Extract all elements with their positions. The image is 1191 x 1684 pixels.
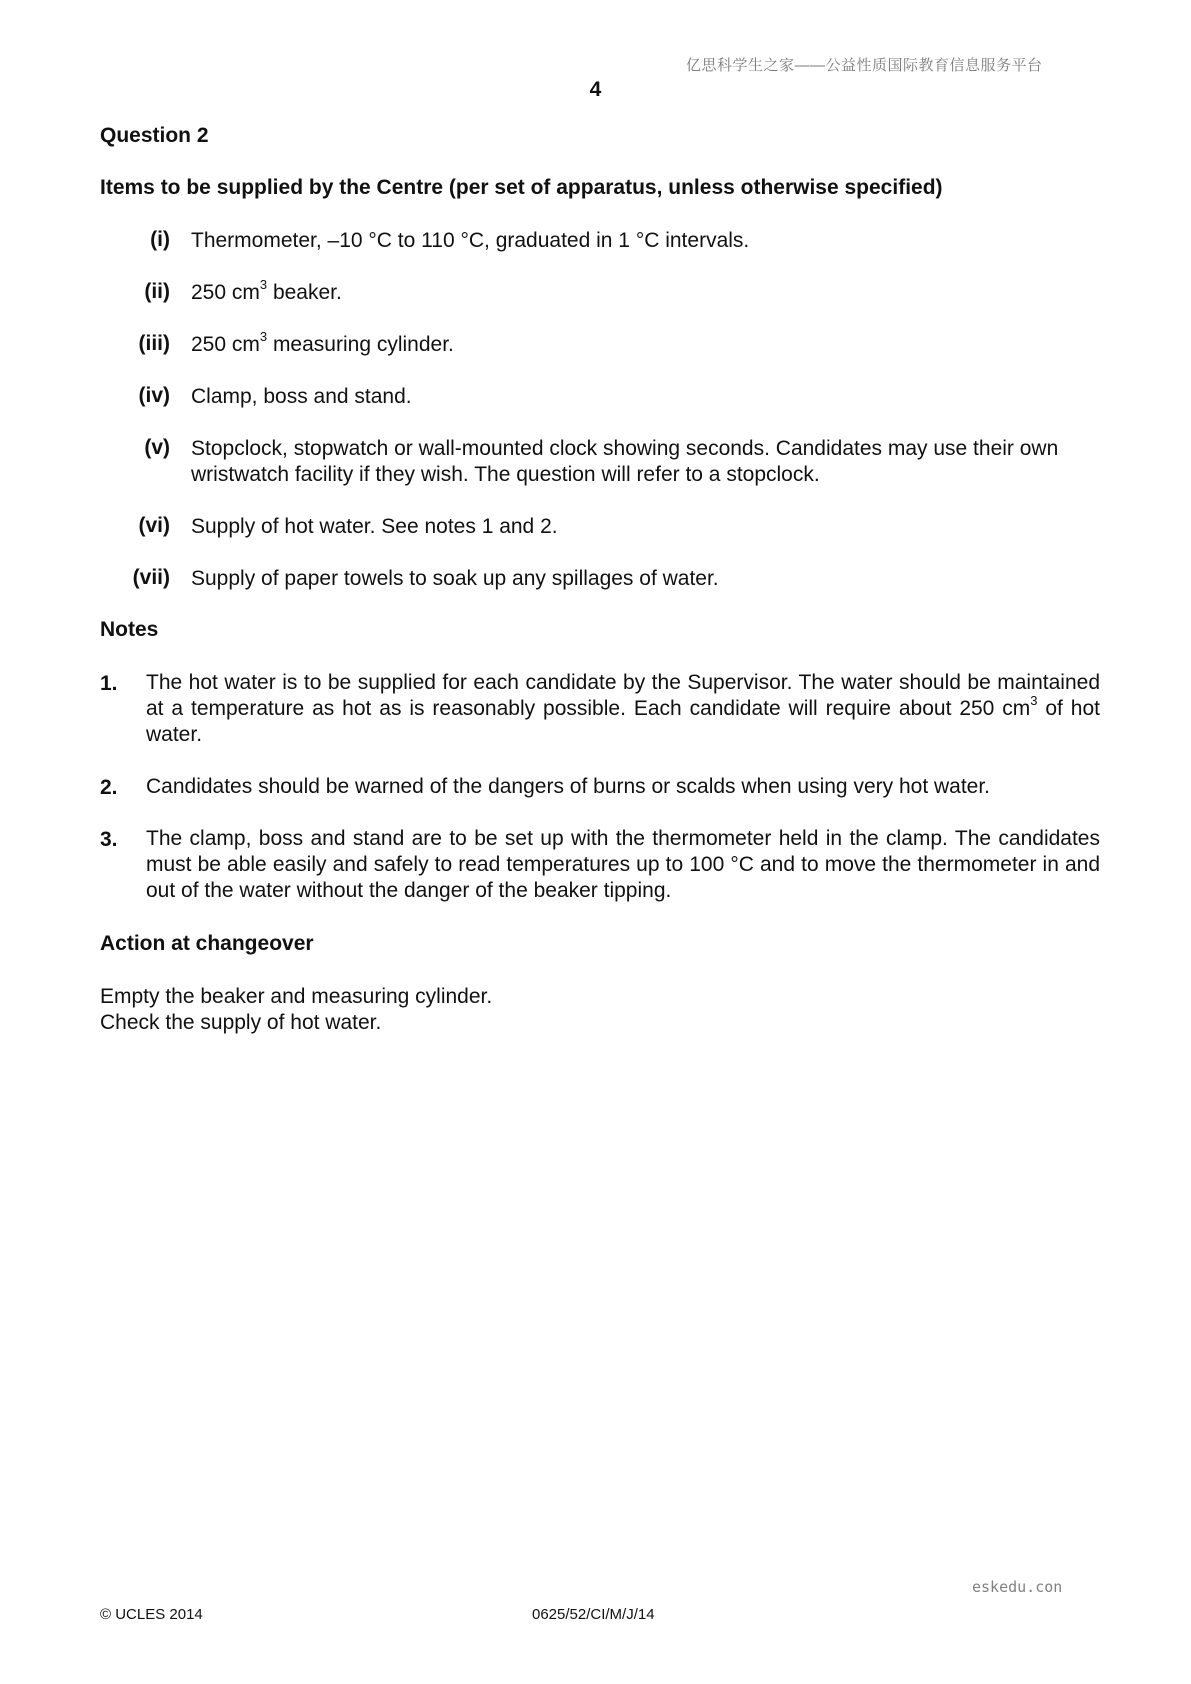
item-number: (v) — [144, 436, 170, 459]
note-number: 2. — [100, 776, 118, 799]
note-text: Candidates should be warned of the dangers of burns or scalds when using very hot water. — [146, 775, 991, 798]
changeover-line: Check the supply of hot water. — [100, 1011, 382, 1034]
item-text: Supply of hot water. See notes 1 and 2. — [191, 515, 558, 538]
changeover-heading: Action at changeover — [100, 932, 314, 955]
watermark-bottom: eskedu.con — [972, 1578, 1063, 1596]
note-number: 3. — [100, 828, 118, 851]
item-text: 250 $cm^3$ beaker. — [191, 277, 342, 304]
item-number: (i) — [150, 228, 170, 251]
item-text: 250 $cm^3$ measuring cylinder. — [191, 329, 454, 356]
item-number: (vii) — [132, 566, 170, 589]
notes-heading: Notes — [100, 618, 159, 641]
footer-copyright: © UCLES 2014 — [100, 1606, 203, 1623]
note-text: The hot water is to be supplied for each candidate by the Supervisor. The water should be maintained at a temperature as hot as is reasonably possible. Each candidate will require about 250 $cm^3$ of hot water. — [146, 671, 1100, 746]
question-title: Question 2 — [100, 124, 209, 147]
item-number: (iii) — [138, 332, 170, 355]
item-number: (ii) — [144, 280, 170, 303]
item-number: (vi) — [138, 514, 170, 537]
footer-code: 0625/52/CI/M/J/14 — [532, 1606, 655, 1623]
changeover-line: Empty the beaker and measuring cylinder. — [100, 985, 493, 1008]
watermark-top: 亿思科学生之家——公益性质国际教育信息服务平台 — [686, 57, 1043, 74]
note-text: The clamp, boss and stand are to be set up with the thermometer held in the clamp. The candidates must be able easily and safely to read temperatures up to 100 °C and to move the thermometer in and out of the water without the danger of the beaker tipping. — [146, 827, 1100, 902]
item-text: Thermometer, –10 °C to 110 °C, graduated in 1 °C intervals. — [191, 229, 750, 252]
item-number: (iv) — [138, 384, 170, 407]
item-text: Clamp, boss and stand. — [191, 385, 412, 408]
item-text: Stopclock, stopwatch or wall-mounted clock showing seconds. Candidates may use their own wristwatch facility if they wish. The question will refer to a stopclock. — [191, 437, 1059, 486]
note-number: 1. — [100, 672, 118, 695]
item-text: Supply of paper towels to soak up any spillages of water. — [191, 567, 719, 590]
page-number: 4 — [589, 78, 602, 101]
items-heading: Items to be supplied by the Centre (per set of apparatus, unless otherwise specified) — [100, 176, 943, 199]
